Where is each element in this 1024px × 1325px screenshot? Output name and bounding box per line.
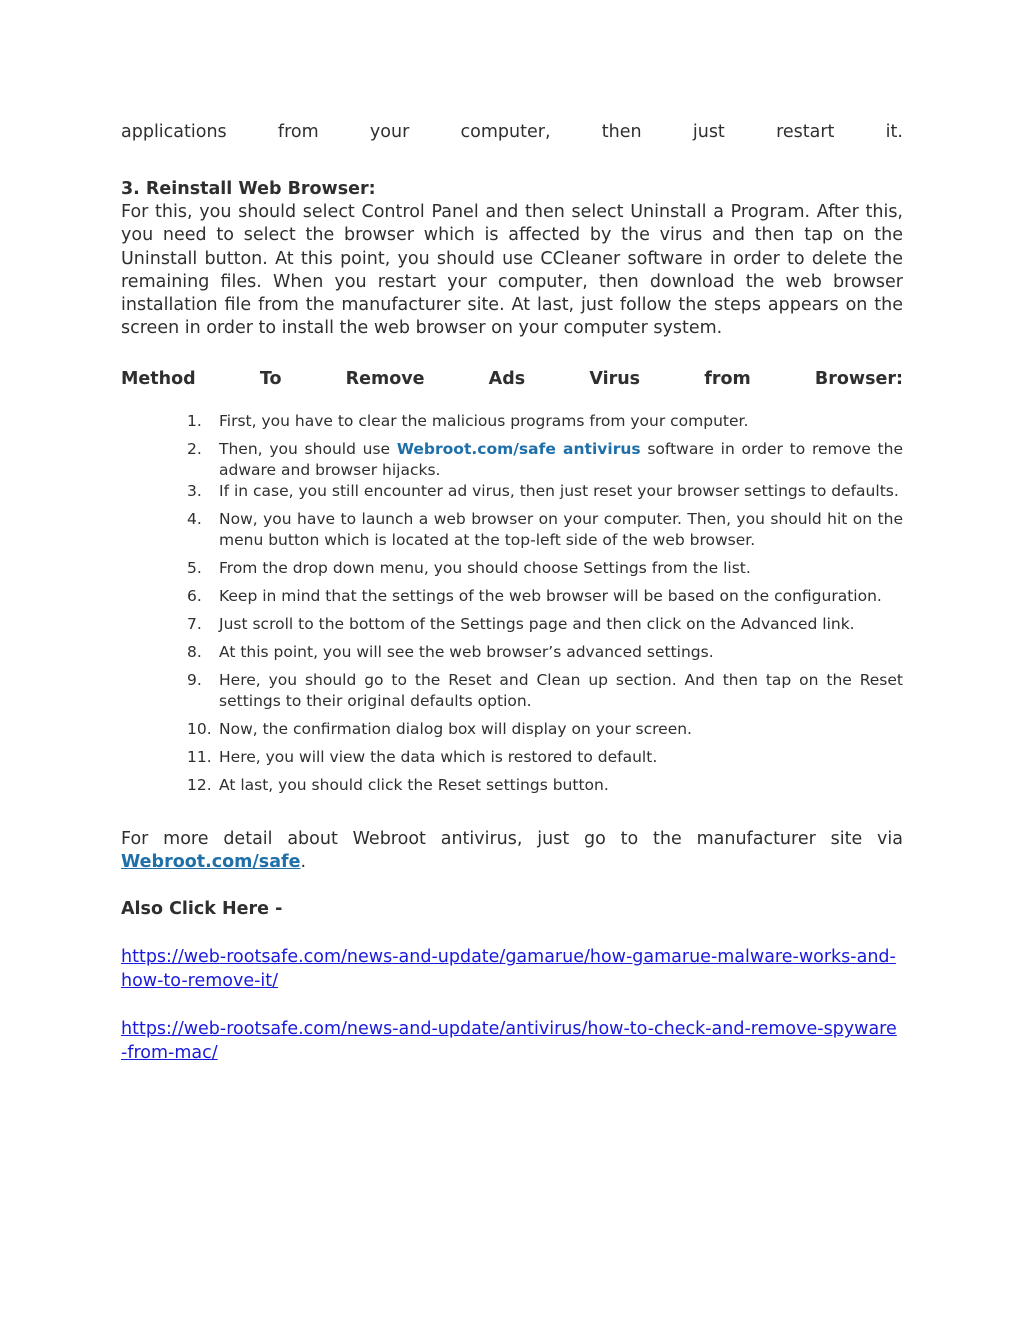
more-detail-paragraph: For more detail about Webroot antivirus, just go to the manufacturer site via Webroot.com/safe. xyxy=(121,828,903,873)
intro-word: restart xyxy=(776,122,835,142)
method-word: To xyxy=(259,368,282,389)
list-item: 6. Keep in mind that the settings of the web browser will be based on the configuration. xyxy=(187,586,882,605)
document-page xyxy=(121,120,903,1065)
steps-list xyxy=(121,411,903,796)
method-word: Ads xyxy=(488,368,526,389)
intro-word: computer, xyxy=(460,122,551,142)
list-item: 5. From the drop down menu, you should choose Settings from the list. xyxy=(187,558,751,577)
method-word: Method xyxy=(121,368,196,389)
list-item: 7. Just scroll to the bottom of the Settings page and then click on the Advanced link. xyxy=(187,614,855,633)
spyware-mac-url-link[interactable]: https://web-rootsafe.com/news-and-update/antivirus/how-to-check-and-remove-spyware-from-mac/ xyxy=(121,1019,897,1064)
intro-word: your xyxy=(369,122,410,142)
list-item: 4. Now, you have to launch a web browser on your computer. Then, you should hit on the menu button which is located at the top-left side of the web browser. xyxy=(187,509,903,549)
method-heading xyxy=(121,367,903,391)
list-item: 3. If in case, you still encounter ad virus, then just reset your browser settings to defaults. xyxy=(187,481,899,500)
intro-word: applications xyxy=(121,122,227,142)
intro-word: just xyxy=(692,122,725,142)
webroot-safe-link[interactable]: Webroot.com/safe xyxy=(121,852,301,873)
list-item: 12. At last, you should click the Reset settings button. xyxy=(187,775,609,794)
list-item: 9. Here, you should go to the Reset and Clean up section. And then tap on the Reset settings to their original defaults option. xyxy=(187,670,903,710)
intro-line xyxy=(121,120,903,144)
method-word: Remove xyxy=(345,368,425,389)
gamarue-url-link[interactable]: https://web-rootsafe.com/news-and-update/gamarue/how-gamarue-malware-works-and-how-to-remove-it/ xyxy=(121,947,896,992)
webroot-antivirus-link[interactable]: Webroot.com/safe antivirus xyxy=(396,439,641,458)
list-item: 8. At this point, you will see the web browser’s advanced settings. xyxy=(187,642,714,661)
list-item: 1. First, you have to clear the malicious programs from your computer. xyxy=(187,411,749,430)
intro-word: then xyxy=(601,122,642,142)
method-word: from xyxy=(704,368,751,389)
section-heading: 3. Reinstall Web Browser: xyxy=(121,179,376,199)
also-click-heading: Also Click Here - xyxy=(121,899,283,920)
intro-word: it. xyxy=(885,122,903,142)
method-word: Browser: xyxy=(814,368,903,389)
method-word: Virus xyxy=(589,368,641,389)
intro-word: from xyxy=(277,122,319,142)
list-item: 10. Now, the confirmation dialog box will display on your screen. xyxy=(187,719,692,738)
list-item: 11. Here, you will view the data which is restored to default. xyxy=(187,747,658,766)
list-item: 2. Then, you should use Webroot.com/safe antivirus software in order to remove the adware and browser hijacks. xyxy=(187,439,903,479)
section-body: For this, you should select Control Panel and then select Uninstall a Program. After this, you need to select the browser which is affected by the virus and then tap on the Uninstall button. At this point, you should use CCleaner software in order to delete the remaining files. When you restart your computer, then download the web browser installation file from the manufacturer site. At last, just follow the steps appears on the screen in order to install the web browser on your computer system. xyxy=(121,202,903,339)
